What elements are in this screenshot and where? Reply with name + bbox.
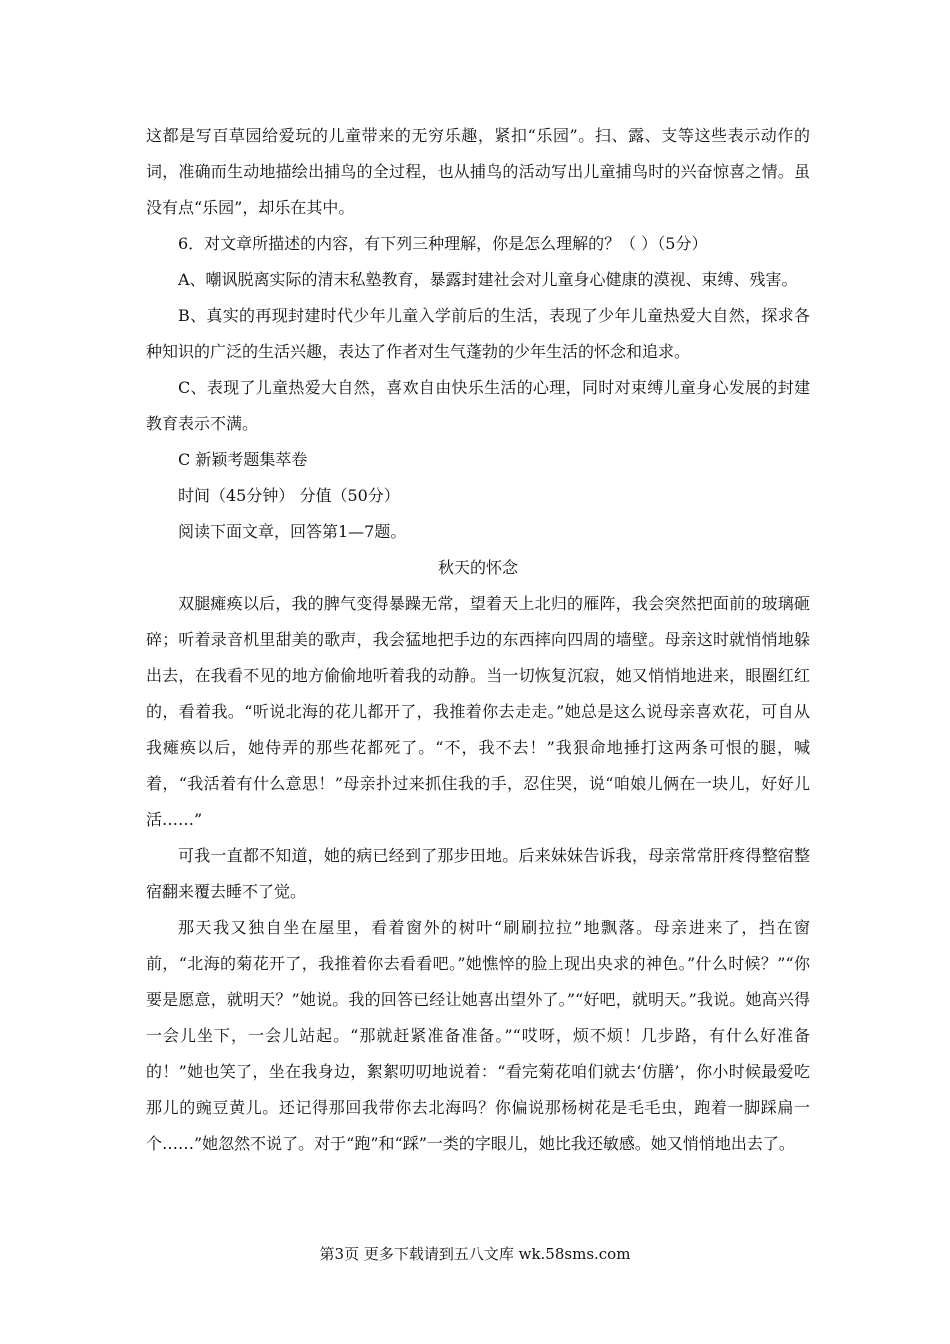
option-a: A、嘲讽脱离实际的清末私塾教育，暴露封建社会对儿童身心健康的漠视、束缚、残害。	[178, 270, 798, 289]
page-footer: 第3页 更多下载请到五八文库 wk.58sms.com	[319, 1245, 631, 1263]
analysis-paragraph: 这都是写百草园给爱玩的儿童带来的无穷乐趣，紧扣“乐园”。扫、露、支等这些表示动作的词，准确而生动地描绘出捕鸟的全过程，也从捕鸟的活动写出儿童捕鸟时的兴奋惊喜之情。虽没有点“乐园”，却乐在其中。	[146, 126, 810, 217]
exam-time-score: 时间（45分钟） 分值（50分）	[178, 486, 400, 505]
article-paragraph-1: 双腿瘫痪以后，我的脾气变得暴躁无常，望着天上北归的雁阵，我会突然把面前的玻璃砸碎；听着录音机里甜美的歌声，我会猛地把手边的东西摔向四周的墙壁。母亲这时就悄悄地躲出去，在我看不见的地方偷偷地听着我的动静。当一切恢复沉寂，她又悄悄地进来，眼圈红红的，看着我。“听说北海的花儿都开了，我推着你去走走。”她总是这么说母亲喜欢花，可自从我瘫痪以后，她侍弄的那些花都死了。“不，我不去！”我狠命地捶打这两条可恨的腿，喊着，“我活着有什么意思！”母亲扑过来抓住我的手，忍住哭，说“咱娘儿俩在一块儿，好好儿活……”	[146, 594, 810, 829]
section-heading: C 新颖考题集萃卷	[178, 450, 308, 469]
question-6: 6．对文章所描述的内容，有下列三种理解，你是怎么理解的？（ ）（5分）	[178, 234, 708, 253]
article-paragraph-2: 可我一直都不知道，她的病已经到了那步田地。后来妹妹告诉我，母亲常常肝疼得整宿整宿翻来覆去睡不了觉。	[146, 846, 810, 901]
reading-instruction: 阅读下面文章，回答第1—7题。	[178, 522, 407, 541]
page-content	[146, 118, 810, 1162]
option-b: B、真实的再现封建时代少年儿童入学前后的生活，表现了少年儿童热爱大自然，探求各种知识的广泛的生活兴趣，表达了作者对生气蓬勃的少年生活的怀念和追求。	[146, 306, 810, 361]
article-paragraph-3: 那天我又独自坐在屋里，看着窗外的树叶“刷刷拉拉”地飘落。母亲进来了，挡在窗前，“北海的菊花开了，我推着你去看看吧。”她憔悴的脸上现出央求的神色。”什么时候？”“你要是愿意，就明天？”她说。我的回答已经让她喜出望外了。”“好吧，就明天。”我说。她高兴得一会儿坐下，一会儿站起。“那就赶紧准备准备。”“哎呀，烦不烦！几步路，有什么好准备的！”她也笑了，坐在我身边，絮絮叨叨地说着：“看完菊花咱们就去‘仿膳’，你小时候最爱吃那儿的豌豆黄儿。还记得那回我带你去北海吗？你偏说那杨树花是毛毛虫，跑着一脚踩扁一个……”她忽然不说了。对于“跑”和“踩”一类的字眼儿，她比我还敏感。她又悄悄地出去了。	[146, 918, 810, 1153]
article-title: 秋天的怀念	[437, 558, 518, 577]
option-c: C、表现了儿童热爱大自然，喜欢自由快乐生活的心理，同时对束缚儿童身心发展的封建教育表示不满。	[146, 378, 810, 433]
